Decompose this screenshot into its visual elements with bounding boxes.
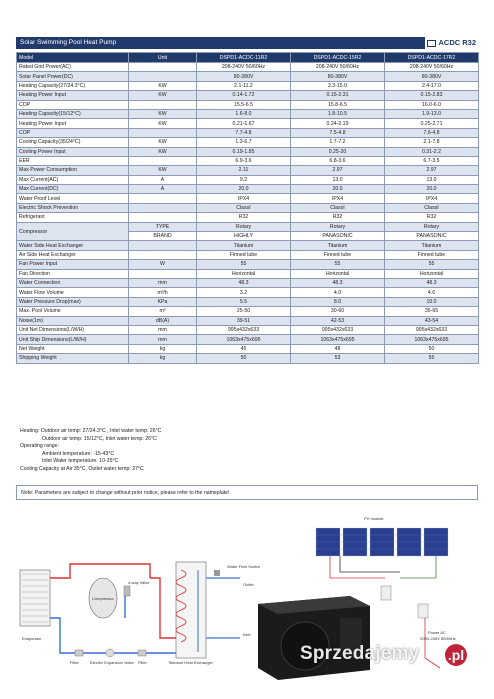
row-value: Horizontal <box>291 269 385 278</box>
row-value: 1.7-7.2 <box>291 138 385 147</box>
row-value: 55 <box>291 260 385 269</box>
row-value: PANASONIC <box>385 232 479 241</box>
row-value: 55 <box>385 354 479 363</box>
row-value: 50 <box>385 344 479 353</box>
row-value: R32 <box>197 213 291 222</box>
row-value: Finned tube <box>385 250 479 259</box>
label-pv-module: PV module <box>364 516 384 521</box>
row-value: ClassI <box>385 203 479 212</box>
row-value: 16.0-6.0 <box>385 100 479 109</box>
row-value: 6.7-3.5 <box>385 156 479 165</box>
row-unit: KW <box>129 119 197 128</box>
filter-shape-1 <box>75 650 83 656</box>
table-row <box>17 241 479 250</box>
row-label: Cooling Capacity(35/24°C) <box>17 138 129 147</box>
row-label: Water Proof Level <box>17 194 129 203</box>
row-value: 4.0 <box>291 288 385 297</box>
table-row <box>17 119 479 128</box>
row-value: ClassI <box>197 203 291 212</box>
row-unit: A <box>129 185 197 194</box>
label-inlet: Inlet <box>243 632 251 637</box>
row-label: Water Connection <box>17 278 129 287</box>
row-value: 1063x475x695 <box>291 335 385 344</box>
row-label: Rated Grid Power(AC) <box>17 63 129 72</box>
row-unit: mm <box>129 335 197 344</box>
row-value: Rotary <box>197 222 291 231</box>
row-value: 995x432x633 <box>385 325 479 334</box>
table-row <box>17 72 479 81</box>
watermark-logo: .pl <box>445 644 467 666</box>
watermark-text: Sprzedajemy <box>300 643 420 664</box>
row-value: 1.6-8.0 <box>197 109 291 118</box>
row-value: 80-380V <box>291 72 385 81</box>
row-unit <box>129 203 197 212</box>
row-label: Refrigerant <box>17 213 129 222</box>
row-label: Max Current(AC) <box>17 175 129 184</box>
label-eev: Electric Expansion Valve <box>90 660 134 665</box>
row-unit <box>129 100 197 109</box>
row-value: 48 <box>291 344 385 353</box>
titanium-exchanger <box>176 562 206 658</box>
row-value: 1063x475x695 <box>385 335 479 344</box>
table-row <box>17 128 479 137</box>
row-unit: BRAND <box>129 232 197 241</box>
table-row <box>17 63 479 72</box>
row-label: Water Side Heat Exchanger <box>17 241 129 250</box>
note-operating-range: Operating range: <box>20 443 59 450</box>
row-unit <box>129 63 197 72</box>
row-value: 0.15-2.83 <box>385 91 479 100</box>
row-value: 10.0 <box>385 297 479 306</box>
row-unit <box>129 128 197 137</box>
row-value: Finned tube <box>197 250 291 259</box>
row-value: R32 <box>385 213 479 222</box>
label-filter-1: Filter <box>70 660 79 665</box>
row-label: Compressor <box>17 222 129 241</box>
row-value: 2.1-11.2 <box>197 81 291 90</box>
label-compressor: Compressor <box>92 596 114 601</box>
row-value: Finned tube <box>291 250 385 259</box>
row-unit <box>129 241 197 250</box>
row-value: 1.9-13.0 <box>385 109 479 118</box>
row-label: Cooling Power Input <box>17 147 129 156</box>
table-row <box>17 344 479 353</box>
row-label: Net Weight <box>17 344 129 353</box>
row-value: 2.11 <box>197 166 291 175</box>
row-label: Water Flow Volume <box>17 288 129 297</box>
row-value: 15.8-6.5 <box>291 100 385 109</box>
row-unit <box>129 250 197 259</box>
row-value: 2.97 <box>385 166 479 175</box>
table-row <box>17 156 479 165</box>
row-value: 30-60 <box>291 307 385 316</box>
row-unit: mm <box>129 325 197 334</box>
row-value: 2.4-17.0 <box>385 81 479 90</box>
row-unit: W <box>129 260 197 269</box>
row-label: COP <box>17 128 129 137</box>
row-value: PANASONIC <box>291 232 385 241</box>
table-row <box>17 222 479 231</box>
row-label: Heating Power Input <box>17 119 129 128</box>
row-value: 35-65 <box>385 307 479 316</box>
note-heating-1: Heating: Outdoor air temp: 27/24.3°C , Inlet water temp: 26°C <box>20 428 162 434</box>
label-outlet: Outlet <box>243 582 254 587</box>
row-value: Titanium <box>291 241 385 250</box>
row-value: 6.8-3.6 <box>291 156 385 165</box>
table-row <box>17 278 479 287</box>
row-value: 8.0 <box>291 297 385 306</box>
row-unit: KPa <box>129 297 197 306</box>
row-value: Rotary <box>385 222 479 231</box>
row-value: 48.3 <box>385 278 479 287</box>
row-unit: A <box>129 175 197 184</box>
row-value: 5.5 <box>197 297 291 306</box>
label-water-flow-switch: Water Flow Switch <box>227 564 260 569</box>
row-label: COP <box>17 100 129 109</box>
row-value: 995x432x633 <box>197 325 291 334</box>
table-row <box>17 138 479 147</box>
table-row <box>17 297 479 306</box>
row-unit: KW <box>129 109 197 118</box>
heat-pump-unit <box>258 596 370 680</box>
table-row <box>17 175 479 184</box>
table-row <box>17 354 479 363</box>
table-row <box>17 288 479 297</box>
water-flow-switch-shape <box>214 570 220 576</box>
row-unit: m³ <box>129 307 197 316</box>
table-row <box>17 100 479 109</box>
table-row <box>17 213 479 222</box>
row-label: Air Side Heat Exchanger <box>17 250 129 259</box>
row-value: 0.21-1.67 <box>197 119 291 128</box>
table-row <box>17 269 479 278</box>
row-value: 13.0 <box>385 175 479 184</box>
row-value: 2.1-7.8 <box>385 138 479 147</box>
row-value: 80-380V <box>385 72 479 81</box>
row-unit <box>129 156 197 165</box>
row-label: Heating Power Input <box>17 91 129 100</box>
row-unit: KW <box>129 91 197 100</box>
row-label: Solar Panel Power(DC) <box>17 72 129 81</box>
row-value: 208-240V 50/60Hz <box>291 63 385 72</box>
table-row <box>17 185 479 194</box>
row-value: 0.31-2.2 <box>385 147 479 156</box>
label-four-way-valve: 4-way Valve <box>128 580 150 585</box>
row-value: IPX4 <box>197 194 291 203</box>
row-value: 1.8-10.5 <box>291 109 385 118</box>
document-title: Solar Swimming Pool Heat Pump <box>16 37 478 49</box>
table-row <box>17 325 479 334</box>
row-label: Fan Direction <box>17 269 129 278</box>
row-label: Shipping Weight <box>17 354 129 363</box>
specification-table <box>16 52 479 364</box>
label-filter-2: Filter <box>138 660 147 665</box>
row-unit: m³/h <box>129 288 197 297</box>
row-unit: kg <box>129 344 197 353</box>
refrigerant-pipes <box>50 564 185 653</box>
table-row <box>17 307 479 316</box>
column-header: Unit <box>129 53 197 63</box>
row-label: Fan Power Input <box>17 260 129 269</box>
note-heating-2: Outdoor air temp: 15/12°C, Inlet water temp: 26°C <box>42 435 157 442</box>
row-value: 0.24-2.19 <box>291 119 385 128</box>
row-value: 6.9-3.6 <box>197 156 291 165</box>
row-label: EER <box>17 156 129 165</box>
row-label: Unit Net Dimensions(L/W/H) <box>17 325 129 334</box>
row-value: 48.3 <box>291 278 385 287</box>
table-row <box>17 316 479 325</box>
row-value: Titanium <box>197 241 291 250</box>
row-value: 48.3 <box>197 278 291 287</box>
table-row <box>17 166 479 175</box>
row-value: 1063x475x695 <box>197 335 291 344</box>
row-value: Titanium <box>385 241 479 250</box>
row-value: 45 <box>197 344 291 353</box>
row-unit: TYPE <box>129 222 197 231</box>
column-header: DSPD1-ACDC-15R2 <box>291 53 385 63</box>
row-value: 55 <box>385 260 479 269</box>
row-value: 2.97 <box>291 166 385 175</box>
table-row <box>17 250 479 259</box>
row-value: 39-51 <box>197 316 291 325</box>
row-value: 53 <box>291 354 385 363</box>
table-row <box>17 91 479 100</box>
brand-mark-icon <box>427 40 436 47</box>
table-row <box>17 109 479 118</box>
note-inlet-temp: Inlet Water temperature: 10-35°C <box>42 458 119 465</box>
row-value: IPX4 <box>291 194 385 203</box>
row-value: 43-54 <box>385 316 479 325</box>
row-value: 15.5-6.5 <box>197 100 291 109</box>
table-row <box>17 81 479 90</box>
row-value: 3.2 <box>197 288 291 297</box>
label-titanium-exchanger: Titanium Heat Exchanger <box>168 660 213 665</box>
row-unit: dB(A) <box>129 316 197 325</box>
column-header: Model <box>17 53 129 63</box>
row-label: Max Power Consumption <box>17 166 129 175</box>
filter-shape-2 <box>138 650 146 656</box>
change-notice: Note: Parameters are subject to change without prior notice, please refer to the nameplate! <box>16 485 478 500</box>
row-label: Heating Capacity(15/12°C) <box>17 109 129 118</box>
row-value: 0.14-1.72 <box>197 91 291 100</box>
table-row <box>17 147 479 156</box>
row-label: Noise(1m) <box>17 316 129 325</box>
table-row <box>17 203 479 212</box>
row-label: Heating Capacity(27/24.3°C) <box>17 81 129 90</box>
row-unit: mm <box>129 278 197 287</box>
row-value: 20.0 <box>385 185 479 194</box>
row-unit: KW <box>129 147 197 156</box>
row-value: 0.25-2.71 <box>385 119 479 128</box>
row-label: Max. Pool Volume <box>17 307 129 316</box>
row-unit: KW <box>129 166 197 175</box>
row-value: R32 <box>291 213 385 222</box>
table-row <box>17 194 479 203</box>
row-value: 0.25-20 <box>291 147 385 156</box>
row-value: 7.7-4.8 <box>197 128 291 137</box>
row-label: Electric Shock Prevention <box>17 203 129 212</box>
label-evaporator: Evaporator <box>22 636 42 641</box>
row-value: 208-240V 50/60Hz <box>385 63 479 72</box>
row-label: Water Pressure Drop(max) <box>17 297 129 306</box>
eev-shape <box>106 649 114 657</box>
row-label: Max Current(DC) <box>17 185 129 194</box>
row-value: 55 <box>197 260 291 269</box>
system-diagram <box>0 508 494 699</box>
row-value: Horizontal <box>197 269 291 278</box>
brand-logo <box>425 37 478 49</box>
row-value: 50 <box>197 354 291 363</box>
row-value: ClassI <box>291 203 385 212</box>
row-value: HIGHLY <box>197 232 291 241</box>
row-value: 20.0 <box>197 185 291 194</box>
row-unit: KW <box>129 138 197 147</box>
row-value: 995x432x633 <box>291 325 385 334</box>
row-unit <box>129 213 197 222</box>
row-value: Rotary <box>291 222 385 231</box>
row-unit: kg <box>129 354 197 363</box>
row-value: 2.3-15.0 <box>291 81 385 90</box>
table-row <box>17 260 479 269</box>
evaporator-coil <box>20 570 50 626</box>
row-value: 1.3-6.7 <box>197 138 291 147</box>
row-unit: KW <box>129 81 197 90</box>
row-value: 42-53 <box>291 316 385 325</box>
four-way-valve-shape <box>124 586 130 596</box>
test-conditions-notes <box>16 424 478 480</box>
row-value: 20.0 <box>291 185 385 194</box>
breaker-1 <box>381 586 391 600</box>
row-unit <box>129 269 197 278</box>
row-value: Horizontal <box>385 269 479 278</box>
table-header-row <box>17 53 479 63</box>
label-power-ac: Power AC <box>428 630 446 635</box>
column-header: DSPD1-ACDC-17R2 <box>385 53 479 63</box>
row-unit <box>129 72 197 81</box>
row-unit <box>129 194 197 203</box>
row-value: 0.19-1.85 <box>197 147 291 156</box>
row-value: 7.5-4.8 <box>291 128 385 137</box>
row-value: 13.0 <box>291 175 385 184</box>
column-header: DSPD1-ACDC-11R2 <box>197 53 291 63</box>
row-value: 7.6-4.8 <box>385 128 479 137</box>
note-cooling: Cooling Capacity at Air 35°C, Outlet water temp: 27°C <box>20 465 144 472</box>
row-label: Unit Ship Dimensions(L/W/H) <box>17 335 129 344</box>
row-value: 0.15-2.31 <box>291 91 385 100</box>
table-row <box>17 335 479 344</box>
note-ambient-temp: Ambient temperature: -15-43°C <box>42 450 115 457</box>
row-value: 208-240V 50/60Hz <box>197 63 291 72</box>
breaker-2 <box>418 604 428 618</box>
row-value: 9.2 <box>197 175 291 184</box>
row-value: 4.6 <box>385 288 479 297</box>
label-power-spec: 208V-240V 50/60Hz <box>420 636 456 641</box>
brand-text: ACDC R32 <box>438 38 476 47</box>
row-value: 25-50 <box>197 307 291 316</box>
row-value: 80-380V <box>197 72 291 81</box>
row-value: IPX4 <box>385 194 479 203</box>
